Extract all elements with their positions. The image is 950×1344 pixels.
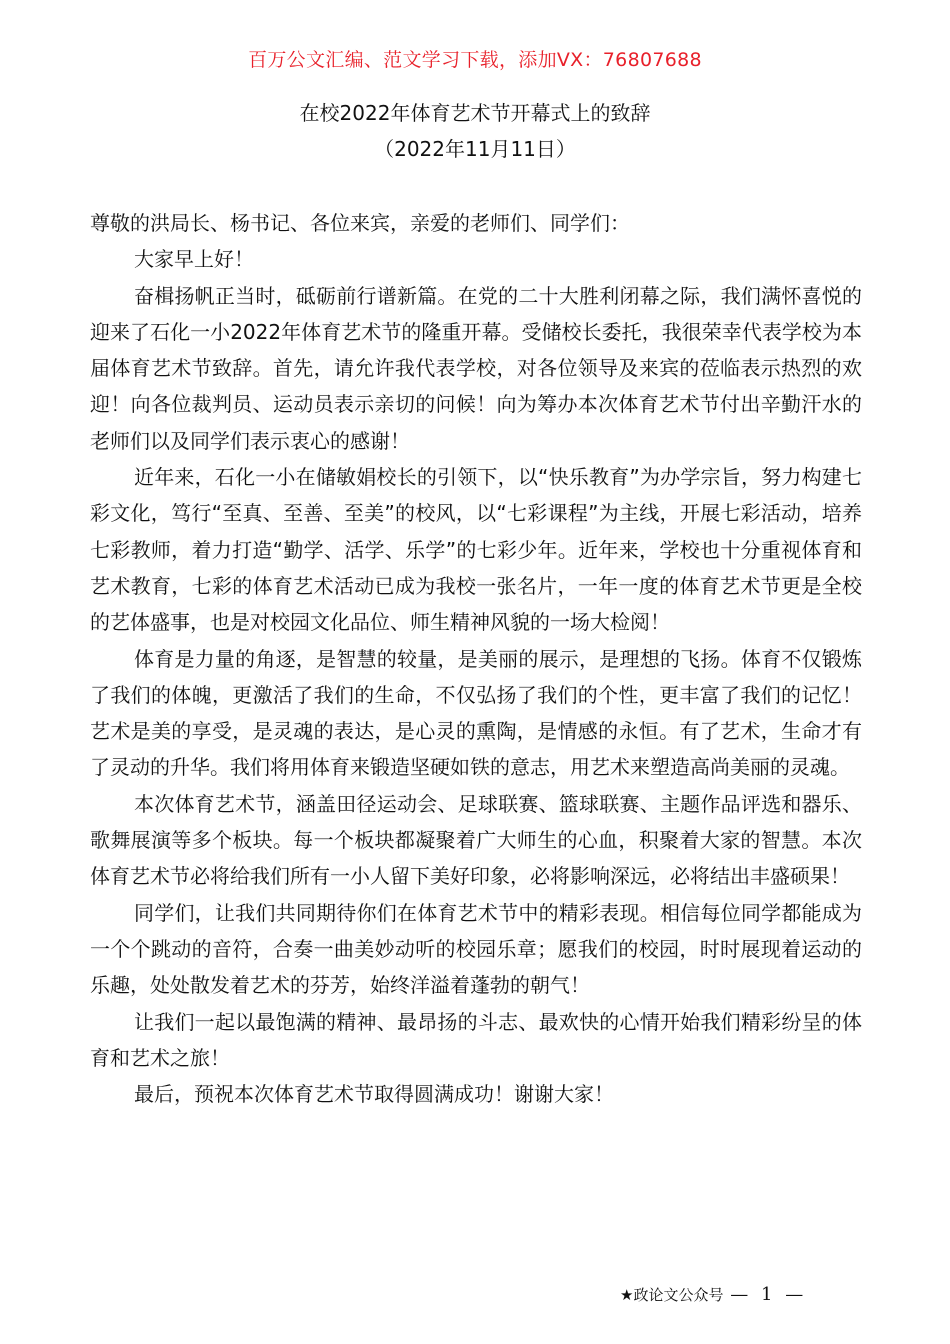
- promo-banner: 百万公文汇编、范文学习下载，添加VX：76807688: [248, 49, 702, 71]
- document-title: 在校2022年体育艺术节开幕式上的致辞: [299, 101, 651, 125]
- footer-dash-right: —: [785, 1284, 804, 1305]
- paragraph-closing: 最后，预祝本次体育艺术节取得圆满成功！谢谢大家！: [134, 1082, 614, 1107]
- paragraph-call-to-action: 让我们一起以最饱满的精神、最昂扬的斗志、最欢快的心情开始我们精彩纷呈的体育和艺术之旅！: [90, 1009, 862, 1070]
- footer-source: ★政论文公众号: [620, 1286, 724, 1304]
- paragraph-festival-content: 本次体育艺术节，涵盖田径运动会、足球联赛、篮球联赛、主题作品评选和器乐、歌舞展演等多个板块。每一个板块都凝聚着广大师生的心血，积聚着大家的智慧。本次体育艺术节必将给我们所有一小人留下美好印象，必将影响深远，必将结出丰盛硕果！: [90, 791, 862, 889]
- footer-dash-left: —: [730, 1284, 749, 1305]
- paragraph-students: 同学们，让我们共同期待你们在体育艺术节中的精彩表现。相信每位同学都能成为一个个跳动的音符，合奏一曲美妙动听的校园乐章；愿我们的校园，时时展现着运动的乐趣，处处散发着艺术的芬芳，始终洋溢着蓬勃的朝气！: [90, 900, 862, 998]
- paragraph-sports-arts: 体育是力量的角逐，是智慧的较量，是美丽的展示，是理想的飞扬。体育不仅锻炼了我们的体魄，更激活了我们的生命，不仅弘扬了我们的个性，更丰富了我们的记忆！艺术是美的享受，是灵魂的表达，是心灵的熏陶，是情感的永恒。有了艺术，生命才有了灵动的升华。我们将用体育来锻造坚硬如铁的意志，用艺术来塑造高尚美丽的灵魂。: [90, 646, 862, 780]
- document-body: [90, 205, 862, 1112]
- page-footer: [620, 1282, 920, 1308]
- salutation: 尊敬的洪局长、杨书记、各位来宾，亲爱的老师们、同学们：: [90, 211, 630, 235]
- page-number: 1: [761, 1284, 773, 1305]
- document-date: （2022年11月11日）: [374, 137, 576, 161]
- paragraph-greeting: 大家早上好！: [134, 247, 254, 272]
- paragraph-opening: 奋楫扬帆正当时，砥砺前行谱新篇。在党的二十大胜利闭幕之际，我们满怀喜悦的迎来了石化一小2022年体育艺术节的隆重开幕。受储校长委托，我很荣幸代表学校为本届体育艺术节致辞。首先，请允许我代表学校，对各位领导及来宾的莅临表示热烈的欢迎！向各位裁判员、运动员表示亲切的问候！向为筹办本次体育艺术节付出辛勤汗水的老师们以及同学们表示衷心的感谢！: [90, 283, 862, 453]
- paragraph-school-culture: 近年来，石化一小在储敏娟校长的引领下，以“快乐教育”为办学宗旨，努力构建七彩文化，笃行“至真、至善、至美”的校风，以“七彩课程”为主线，开展七彩活动，培养七彩教师，着力打造“勤学、活学、乐学”的七彩少年。近年来，学校也十分重视体育和艺术教育，七彩的体育艺术活动已成为我校一张名片，一年一度的体育艺术节更是全校的艺体盛事，也是对校园文化品位、师生精神风貌的一场大检阅！: [90, 465, 862, 635]
